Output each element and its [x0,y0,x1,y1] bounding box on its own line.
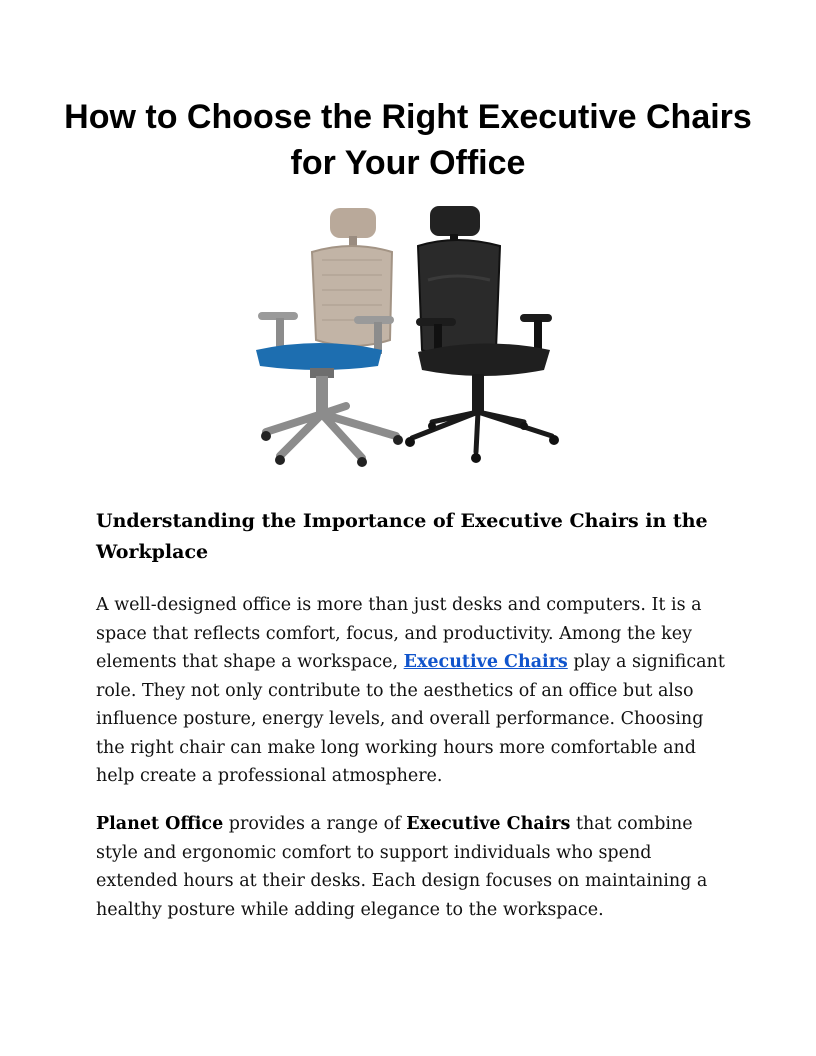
office-chairs-image [250,200,570,470]
paragraph-text-1: provides a range of [223,814,407,834]
product-name: Executive Chairs [406,814,571,834]
mesh-chair-beige-blue [256,208,403,467]
paragraph-text-2: that combine style and ergonomic comfort to support individuals who spend extended hours at their desks. Each design focuses on maintaining a healthy posture while adding elegance to the workspace. [96,814,708,920]
paragraph-planet-office [96,810,726,924]
brand-name: Planet Office [96,814,224,834]
paragraph-intro [96,591,726,791]
page-title: How to Choose the Right Executive Chairs for Your Office [64,98,752,182]
executive-chairs-link[interactable]: Executive Chairs [403,652,568,672]
section-heading: Understanding the Importance of Executive Chairs in the Workplace [96,510,708,563]
mesh-chair-black [405,206,559,463]
paragraph-intro-text-after: play a significant role. They not only contribute to the aesthetics of an office but also influence posture, energy levels, and overall performance. Choosing the right chair can make long working hours more comfortable and help create a professional atmosphere. [96,652,725,786]
paragraph-intro-text-before: A well-designed office is more than just desks and computers. It is a space that reflects comfort, focus, and productivity. Among the key elements that shape a workspace, [96,595,702,672]
